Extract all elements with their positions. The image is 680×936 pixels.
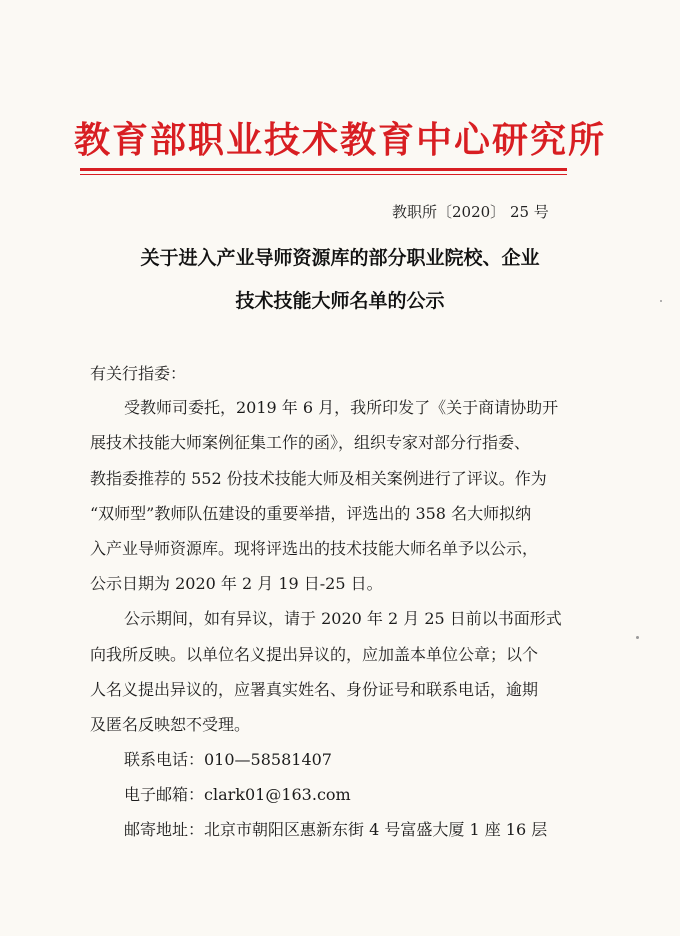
paragraph-1-line-6: 公示日期为 2020 年 2 月 19 日-25 日。 (90, 574, 383, 593)
document-title-line-1: 关于进入产业导师资源库的部分职业院校、企业 (140, 247, 540, 269)
scan-speck (636, 636, 639, 639)
letterhead-rule-thin (80, 174, 567, 175)
org-letterhead: 教育部职业技术教育中心研究所 (73, 119, 606, 161)
scan-speck (660, 300, 662, 302)
paragraph-1-line-5: 入产业导师资源库。现将评选出的技术技能大师名单予以公示， (90, 539, 539, 558)
paragraph-2-line-1: 公示期间，如有异议，请于 2020 年 2 月 25 日前以书面形式 (124, 609, 562, 628)
contact-address: 邮寄地址：北京市朝阳区惠新东街 4 号富盛大厦 1 座 16 层 (124, 820, 548, 839)
document-title-line-2: 技术技能大师名单的公示 (235, 290, 445, 312)
paragraph-2-line-4: 及匿名反映恕不受理。 (90, 715, 251, 734)
paragraph-1-line-4: “双师型”教师队伍建设的重要举措，评选出的 358 名大师拟纳 (90, 504, 532, 523)
paragraph-1-line-3: 教指委推荐的 552 份技术技能大师及相关案例进行了评议。作为 (90, 469, 547, 488)
salutation: 有关行指委： (90, 364, 187, 383)
paragraph-2-line-2: 向我所反映。以单位名义提出异议的，应加盖本单位公章；以个 (90, 645, 539, 664)
letterhead-rule-thick (80, 168, 567, 171)
paragraph-2-line-3: 人名义提出异议的，应署真实姓名、身份证号和联系电话，逾期 (90, 680, 539, 699)
document-number: 教职所〔2020〕 25 号 (392, 203, 549, 221)
contact-phone: 联系电话：010—58581407 (124, 750, 332, 769)
paragraph-1-line-2: 展技术技能大师案例征集工作的函》，组织专家对部分行指委、 (90, 433, 531, 452)
paragraph-1-line-1: 受教师司委托，2019 年 6 月，我所印发了《关于商请协助开 (124, 398, 559, 417)
contact-email: 电子邮箱：clark01@163.com (124, 785, 351, 804)
